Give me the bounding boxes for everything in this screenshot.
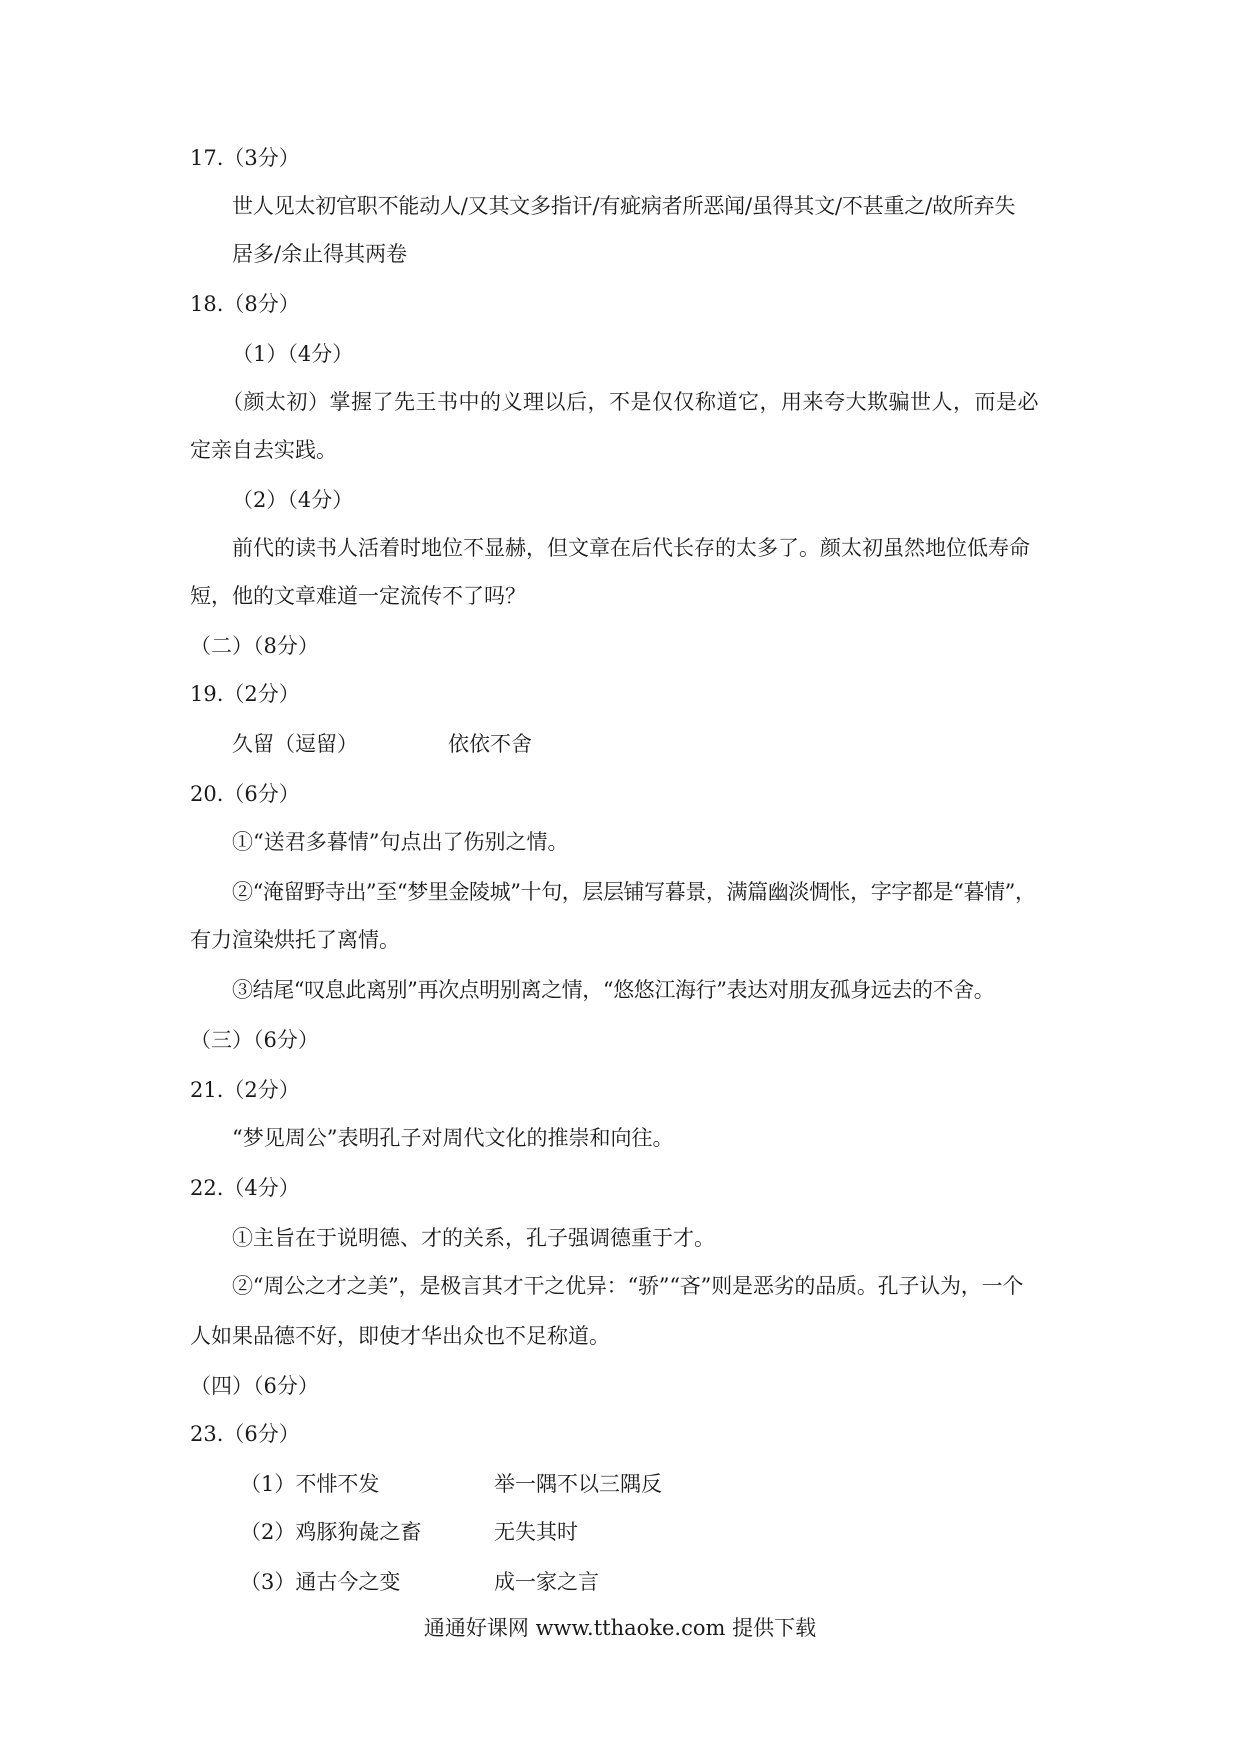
q19-answer-1: 久留（逗留） [232, 732, 358, 756]
q22-heading: 22.（4分） [190, 1176, 300, 1200]
q23-row-answer-a: 通古今之变 [295, 1570, 401, 1594]
q20-point-3: ③结尾“叹息此离别”再次点明别离之情，“悠悠江海行”表达对朋友孤身远去的不舍。 [232, 978, 995, 1002]
q18-sub2-answer-line: 短，他的文章难道一定流传不了吗？ [190, 584, 526, 608]
q22-point-2-line: 人如果品德不好，即使才华出众也不足称道。 [190, 1324, 610, 1348]
q19-answer-2: 依依不舍 [448, 732, 532, 756]
q21-heading: 21.（2分） [190, 1078, 300, 1102]
q17-answer-line: 世人见太初官职不能动人/又其文多指讦/有疵病者所恶闻/虽得其文/不甚重之/故所弃失 [232, 194, 1016, 218]
q17-heading: 17.（3分） [190, 146, 300, 170]
q23-row-answer-a: 不悱不发 [295, 1472, 380, 1496]
q23-row [240, 1518, 840, 1546]
q23-row [240, 1470, 840, 1498]
q18-sub1-heading: （1）（4分） [232, 342, 354, 366]
q23-row-number: （3） [240, 1570, 296, 1594]
q20-point-2-line: 有力渲染烘托了离情。 [190, 928, 400, 952]
q20-heading: 20.（6分） [190, 782, 300, 806]
q18-sub1-answer-line: （颜太初）掌握了先王书中的义理以后，不是仅仅称道它，用来夸大欺骗世人，而是必 [222, 390, 1039, 414]
q23-heading: 23.（6分） [190, 1422, 300, 1446]
section-heading-4: （四）（6分） [190, 1374, 319, 1398]
q18-sub1-answer-line: 定亲自去实践。 [190, 438, 337, 462]
q19-heading: 19.（2分） [190, 682, 300, 706]
q23-row-answer-b: 举一隅不以三隅反 [494, 1472, 662, 1496]
q23-row-answer-a: 鸡豚狗彘之畜 [295, 1520, 422, 1544]
section-heading-2: （二）（8分） [190, 634, 319, 658]
q17-answer-line: 居多/余止得其两卷 [232, 242, 408, 266]
page-footer: 通通好课网 www.tthaoke.com 提供下载 [423, 1616, 817, 1640]
q22-point-1: ①主旨在于说明德、才的关系，孔子强调德重于才。 [232, 1226, 715, 1250]
q23-row-number: （2） [240, 1520, 296, 1544]
q20-point-1: ①“送君多暮情”句点出了伤别之情。 [232, 830, 569, 854]
q22-point-2-line: ②“周公之才之美”，是极言其才干之优异：“骄”“吝”则是恶劣的品质。孔子认为，一个 [232, 1274, 1024, 1298]
q20-point-2-line: ②“淹留野寺出”至“梦里金陵城”十句，层层铺写暮景，满篇幽淡惆怅，字字都是“暮情”， [232, 880, 1036, 904]
q18-sub2-heading: （2）（4分） [232, 488, 354, 512]
q23-row-answer-b: 无失其时 [494, 1520, 578, 1544]
q18-heading: 18.（8分） [190, 292, 300, 316]
q23-row-number: （1） [240, 1472, 296, 1496]
q23-row [240, 1568, 840, 1596]
q21-answer: “梦见周公”表明孔子对周代文化的推崇和向往。 [232, 1126, 674, 1150]
section-heading-3: （三）（6分） [190, 1028, 319, 1052]
q23-row-answer-b: 成一家之言 [494, 1570, 599, 1594]
q18-sub2-answer-line: 前代的读书人活着时地位不显赫，但文章在后代长存的太多了。颜太初虽然地位低寿命 [232, 536, 1030, 560]
